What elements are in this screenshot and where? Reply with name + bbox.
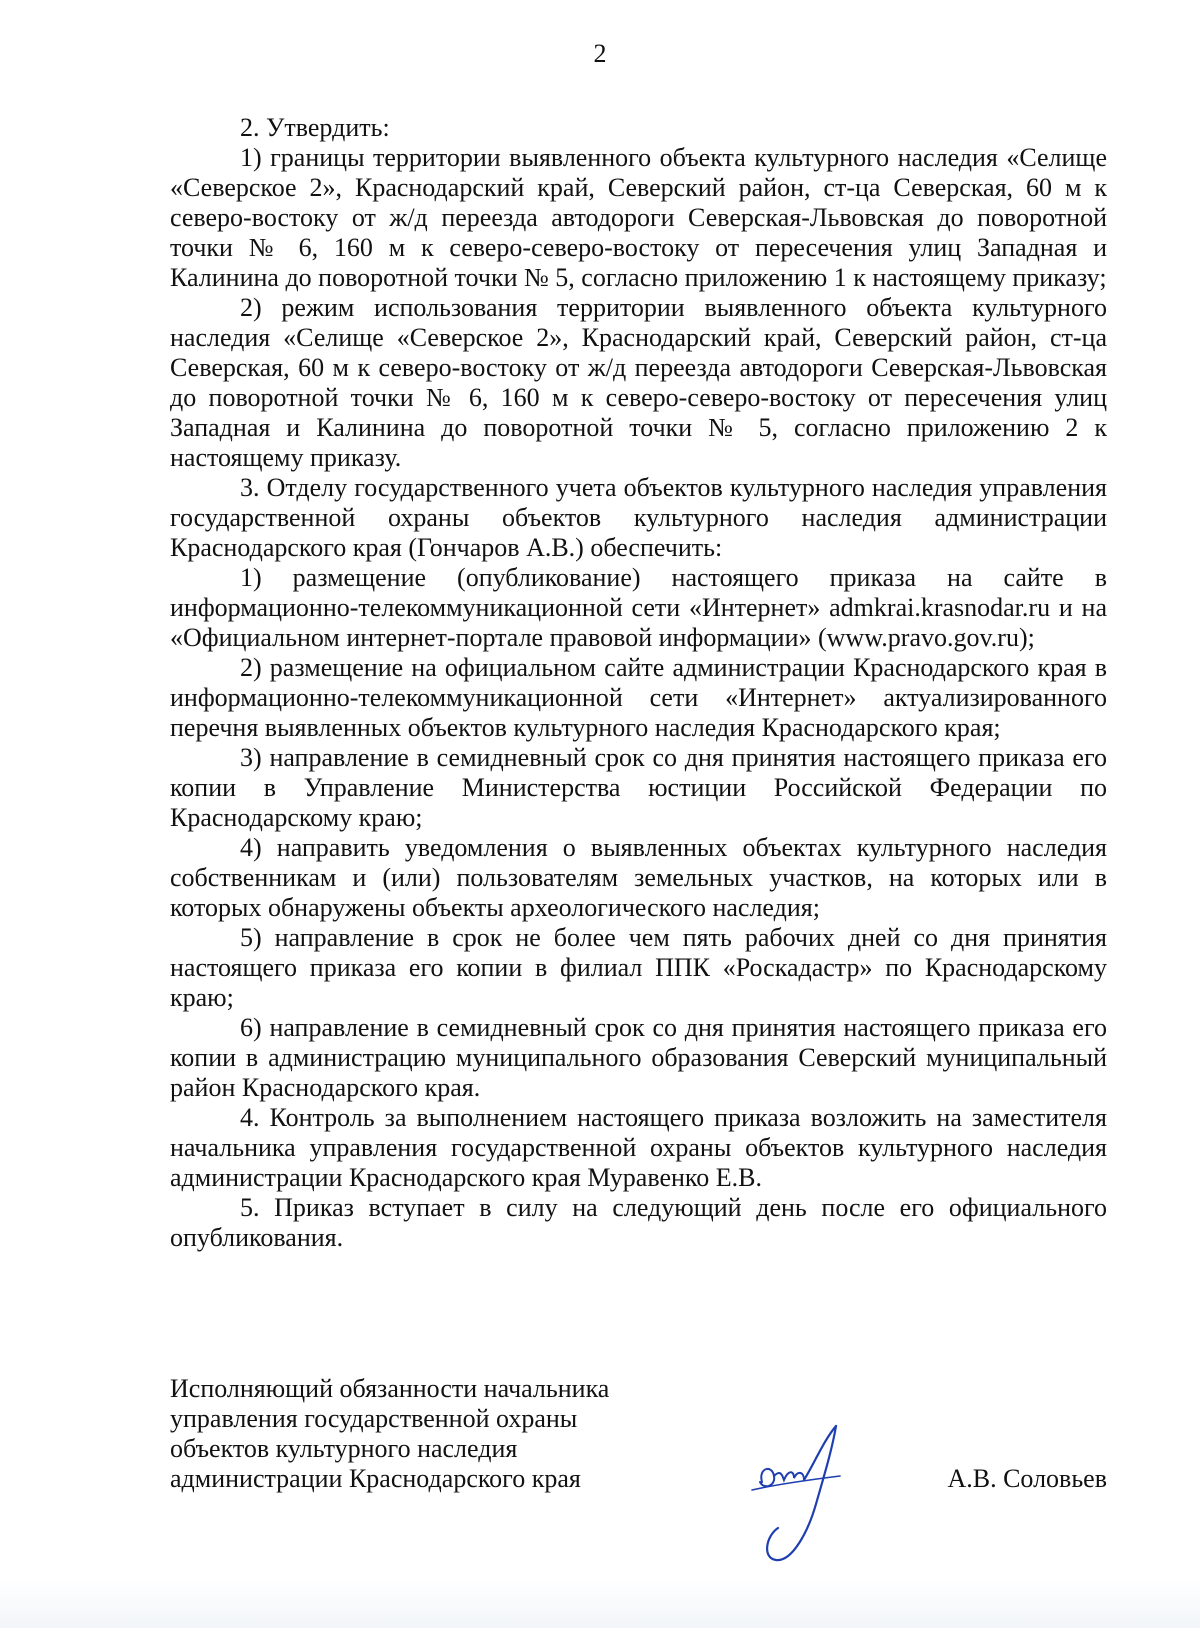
signatory-line: управления государственной охраны <box>170 1404 578 1433</box>
paragraph-municipal-copy: 6) направление в семидневный срок со дня принятия настоящего приказа его копии в администрацию муниципального образования Северский муниципальный район Краснодарского края. <box>170 1013 1107 1102</box>
paragraph-department-ensure: 3. Отделу государственного учета объектов культурного наследия управления государственной охраны объектов культурного наследия администрации Краснодарского края (Гончаров А.В.) обеспечить: <box>170 473 1107 562</box>
paragraph-owner-notifications: 4) направить уведомления о выявленных объектах культурного наследия собственникам и (или) пользователям земельных участков, на которых или в которых обнаружены объекты археологического наследия; <box>170 833 1107 922</box>
paragraph-control: 4. Контроль за выполнением настоящего приказа возложить на заместителя начальника управления государственной охраны объектов культурного наследия администрации Краснодарского края Муравенко Е.В. <box>170 1103 1107 1192</box>
paragraph-territory-boundaries: 1) границы территории выявленного объекта культурного наследия «Селище «Северское 2», Краснодарский край, Северский район, ст-ца Северская, 60 м к северо-востоку от ж/д переезда автодороги Северская-Львовская до поворотной точки № 6, 160 м к северо-северо-востоку от пересечения улиц Западная и Калинина до поворотной точки № 5, согласно приложению 1 к настоящему приказу; <box>170 143 1107 292</box>
page-bottom-edge <box>0 1578 1200 1628</box>
paragraph-approve-heading: 2. Утвердить: <box>240 113 390 142</box>
paragraph-publication: 1) размещение (опубликование) настоящего приказа на сайте в информационно-телекоммуникационной сети «Интернет» admkrai.krasnodar.ru и на «Официальном интернет-портале правовой информации» (www.pravo.gov.ru); <box>170 563 1107 652</box>
paragraph-roskadastr-copy: 5) направление в срок не более чем пять рабочих дней со дня принятия настоящего приказа его копии в филиал ППК «Роскадастр» по Краснодарскому краю; <box>170 923 1107 1012</box>
handwritten-signature <box>748 1420 858 1570</box>
paragraph-website-placement: 2) размещение на официальном сайте администрации Краснодарского края в информационно-телекоммуникационной сети «Интернет» актуализированного перечня выявленных объектов культурного наследия Краснодарского края; <box>170 653 1107 742</box>
paragraph-effective-date: 5. Приказ вступает в силу на следующий день после его официального опубликования. <box>170 1193 1107 1252</box>
signatory-position <box>170 1374 690 1494</box>
signatory-line: администрации Краснодарского края <box>170 1464 581 1493</box>
paragraph-ministry-copy: 3) направление в семидневный срок со дня принятия настоящего приказа его копии в Управление Министерства юстиции Российской Федерации по Краснодарскому краю; <box>170 743 1107 832</box>
paragraph-territory-regime: 2) режим использования территории выявленного объекта культурного наследия «Селище «Северское 2», Краснодарский край, Северский район, ст-ца Северская, 60 м к северо-востоку от ж/д переезда автодороги Северская-Львовская до поворотной точки № 6, 160 м к северо-северо-востоку от пересечения улиц Западная и Калинина до поворотной точки № 5, согласно приложению 2 к настоящему приказу. <box>170 293 1107 472</box>
signatory-line: Исполняющий обязанности начальника <box>170 1374 610 1403</box>
page-number: 2 <box>593 39 607 68</box>
document-body <box>170 113 1107 1253</box>
signatory-line: объектов культурного наследия <box>170 1434 518 1463</box>
signer-name: А.В. Соловьев <box>947 1464 1107 1493</box>
